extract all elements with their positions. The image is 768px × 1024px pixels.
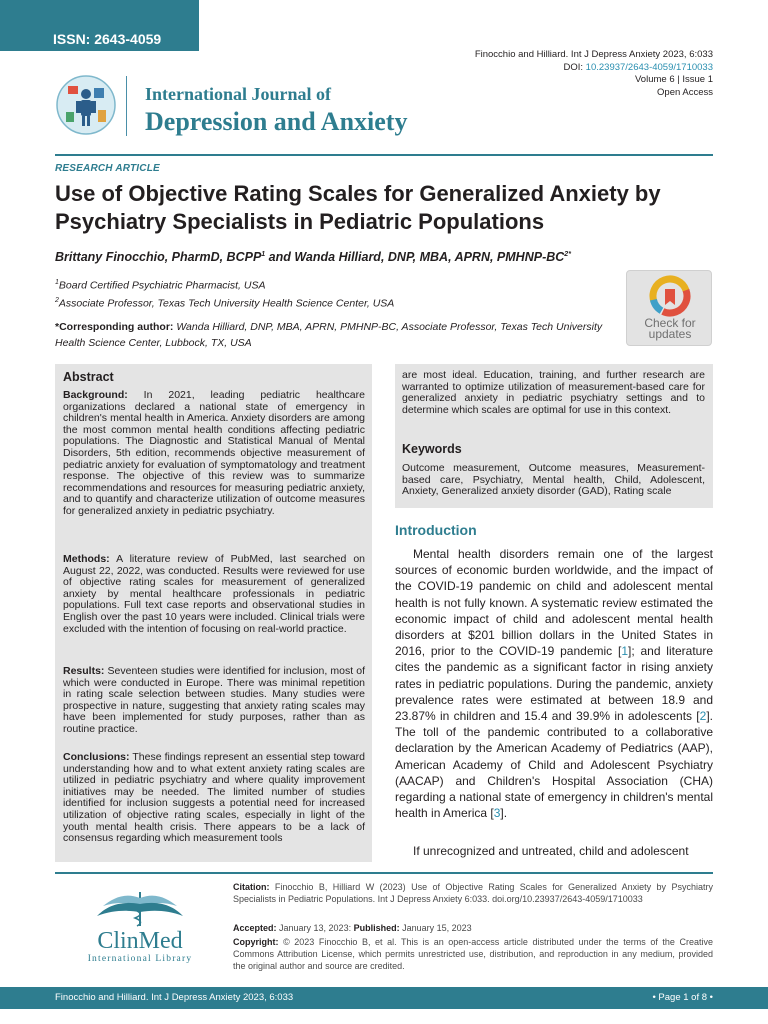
reference-link-2[interactable]: 2: [699, 709, 707, 724]
check-updates-icon: [646, 275, 694, 317]
clinmed-logo-subtext: International Library: [87, 954, 193, 964]
methods-label: Methods:: [63, 553, 110, 565]
copyright-label: Copyright:: [233, 937, 279, 947]
author-2: and Wanda Hilliard, DNP, MBA, APRN, PMHNP-BC: [265, 250, 565, 265]
journal-divider: [126, 76, 127, 136]
page-number: • Page 1 of 8 •: [652, 992, 713, 1003]
doi-line: [475, 62, 713, 75]
intro-text-a: Mental health disorders remain one of the largest sources of economic burden worldwide, and the impact of the COVID-19 pandemic on child and adolescent mental health is not fully known. A systematic review estimated the economic impact of child and adolescent mental health disorders at $201 billion dollars in the United States in 2016, prior to the COVID-19 pandemic [: [395, 547, 713, 659]
accepted-label: Accepted:: [233, 923, 277, 933]
check-updates-line1: Check for: [644, 316, 696, 330]
results-label: Results:: [63, 665, 105, 677]
keywords-list: Outcome measurement, Outcome measures, Measurement-based care, Psychiatry, Mental health, Child, Adolescent, Anxiety, Generalized anxiety disorder (GAD), Rating scale: [402, 462, 705, 498]
abstract-continued-box: [395, 364, 713, 508]
methods-text: A literature review of PubMed, last searched on August 22, 2022, was conducted. Results were reviewed for use of objective rating scales for measurement of generalized anxiety by mental healthcare professionals in pediatric populations. Full text case reports and observational studies in English over the past 10 years were included. Clinical trials were excluded with the intention of focusing on real-world practice.: [63, 553, 365, 635]
article-meta: [475, 49, 713, 99]
citation-label: Citation:: [233, 882, 270, 892]
conclusions-label: Conclusions:: [63, 751, 130, 763]
abstract-results: [63, 666, 365, 736]
copyright-block: [233, 936, 713, 973]
conclusions-text: These findings represent an essential step toward understanding how and to what extent anxiety rating scales are utilized in pediatric psychiatry and where quality improvement initiatives may be needed. The limited number of studies identified for inclusion suggests a potential need for increased utilization of objective rating scales, especially in light of the youth mental health crisis. There appears to be a lack of consensus regarding which measurement tools: [63, 751, 365, 845]
published-label: Published:: [353, 923, 400, 933]
introduction-paragraph-1: [395, 546, 713, 821]
copyright-text: © 2023 Finocchio B, et al. This is an open-access article distributed under the terms of the Creative Commons Attribution License, which permits unrestricted use, distribution, and reproduction in any medium, provided the original author and source are credited.: [233, 937, 713, 972]
citation-block: [233, 881, 713, 905]
results-text: Seventeen studies were identified for inclusion, most of which were conducted in Europe. There was minimal repetition in rating scale selection between studies. Many studies were prospective in nature, suggesting that anxiety rating scales may have been implemented for study purposes, rather than as routine practice.: [63, 665, 365, 735]
abstract-continued: are most ideal. Education, training, and further research are warranted to optimize utilization of measurement-based care for generalized anxiety in pediatric psychiatry settings and to determine which scales are optimal for use in this context.: [402, 369, 705, 416]
check-for-updates-button[interactable]: [626, 270, 712, 346]
journal-name-line2: Depression and Anxiety: [145, 107, 408, 136]
volume-issue: Volume 6 | Issue 1: [635, 74, 713, 85]
abstract-conclusions: [63, 752, 365, 845]
citation-text: Finocchio B, Hilliard W (2023) Use of Objective Rating Scales for Generalized Anxiety by Psychiatry Specialists in Pediatric Populations. Int J Depress Anxiety 6:033. doi.org/10.23937/2643-4059/1710033: [233, 882, 713, 905]
affiliation-2: [55, 294, 394, 311]
corresponding-author: [55, 319, 615, 351]
abstract-box: [55, 364, 372, 862]
citation-line: Finocchio and Hilliard. Int J Depress Anxiety 2023, 6:033: [474, 49, 713, 60]
check-updates-line2: updates: [648, 327, 692, 341]
keywords-heading: Keywords: [402, 442, 462, 456]
clinmed-logo-text: ClinMed: [97, 928, 183, 954]
abstract-methods: [63, 554, 365, 635]
article-type: RESEARCH ARTICLE: [55, 163, 160, 174]
affiliation-1-mark: 1: [55, 279, 59, 286]
header-rule: [55, 154, 713, 156]
introduction-paragraph-2: If unrecognized and untreated, child and adolescent: [413, 844, 689, 858]
abstract-background: [63, 390, 365, 518]
caduceus-icon: [97, 892, 183, 926]
introduction-heading: Introduction: [395, 522, 477, 538]
background-text: In 2021, leading pediatric healthcare organizations declared a national state of emergency in children's mental health in America. Anxiety disorders are among the most common mental health conditions affecting pediatric populations. The Diagnostic and Statistical Manual of Mental Disorders, 5th edition, recommends objective measurement of pediatric anxiety for evaluation of symptomatology and treatment response. The objective of this review was to summarize recommendations and resources for measuring pediatric anxiety, and to quantify and characterize utilization of outcome measures for generalized anxiety in pediatric psychiatry.: [63, 389, 365, 517]
abstract-heading: Abstract: [63, 370, 114, 384]
article-title: Use of Objective Rating Scales for Generalized Anxiety by Psychiatry Specialists in Pediatric Populations: [55, 181, 661, 234]
affiliation-1: [55, 276, 265, 293]
clinmed-logo: [55, 884, 225, 966]
author-1-affil: 1: [261, 251, 266, 258]
affiliation-2-text: Associate Professor, Texas Tech University Health Science Center, USA: [58, 297, 395, 310]
affiliation-1-text: Board Certified Psychiatric Pharmacist, USA: [58, 279, 266, 292]
accepted-date: January 13, 2023:: [276, 923, 354, 933]
author-1: Brittany Finocchio, PharmD, BCPP: [55, 250, 262, 265]
intro-text-b: ]; and literature cites the pandemic as a significant factor in rising anxiety rates in pediatric populations. During the pandemic, anxiety prevalence rates were estimated at between 18.9 and 23.87% in children and 15.4 and 39.9% in adolescents [: [395, 644, 713, 724]
intro-text-d: ].: [500, 806, 508, 821]
dates-block: [233, 922, 713, 934]
doi-link[interactable]: 10.23937/2643-4059/1710033: [585, 61, 713, 73]
author-2-affil: 2*: [564, 251, 571, 258]
affiliation-2-mark: 2: [55, 297, 59, 304]
background-label: Background:: [63, 389, 128, 401]
reference-link-3[interactable]: 3: [493, 806, 501, 821]
doi-label: DOI:: [563, 61, 586, 73]
journal-name-line1: International Journal of: [145, 84, 332, 104]
open-access: Open Access: [657, 86, 713, 98]
intro-text-c: ]. The toll of the pandemic contributed to a collaborative declaration by the American Academy of Pediatrics (AAP), American Academy of Child and Adolescent Psychiatry (AACAP) and Children's Hospital Association (CHA) regarding a national state of emergency in children's mental health in America [: [395, 709, 713, 821]
author-list: [55, 247, 715, 265]
journal-logo-icon: [54, 74, 118, 136]
reference-link-1[interactable]: 1: [621, 644, 628, 659]
footer-rule: [55, 872, 713, 874]
corresponding-label: *Corresponding author:: [55, 321, 174, 333]
published-date: January 15, 2023: [399, 923, 472, 933]
corresponding-text: Wanda Hilliard, DNP, MBA, APRN, PMHNP-BC, Associate Professor, Texas Tech University Health Science Center, Lubbock, TX, USA: [55, 321, 603, 349]
footer-citation: Finocchio and Hilliard. Int J Depress Anxiety 2023, 6:033: [55, 992, 294, 1003]
issn: ISSN: 2643-4059: [53, 31, 162, 47]
